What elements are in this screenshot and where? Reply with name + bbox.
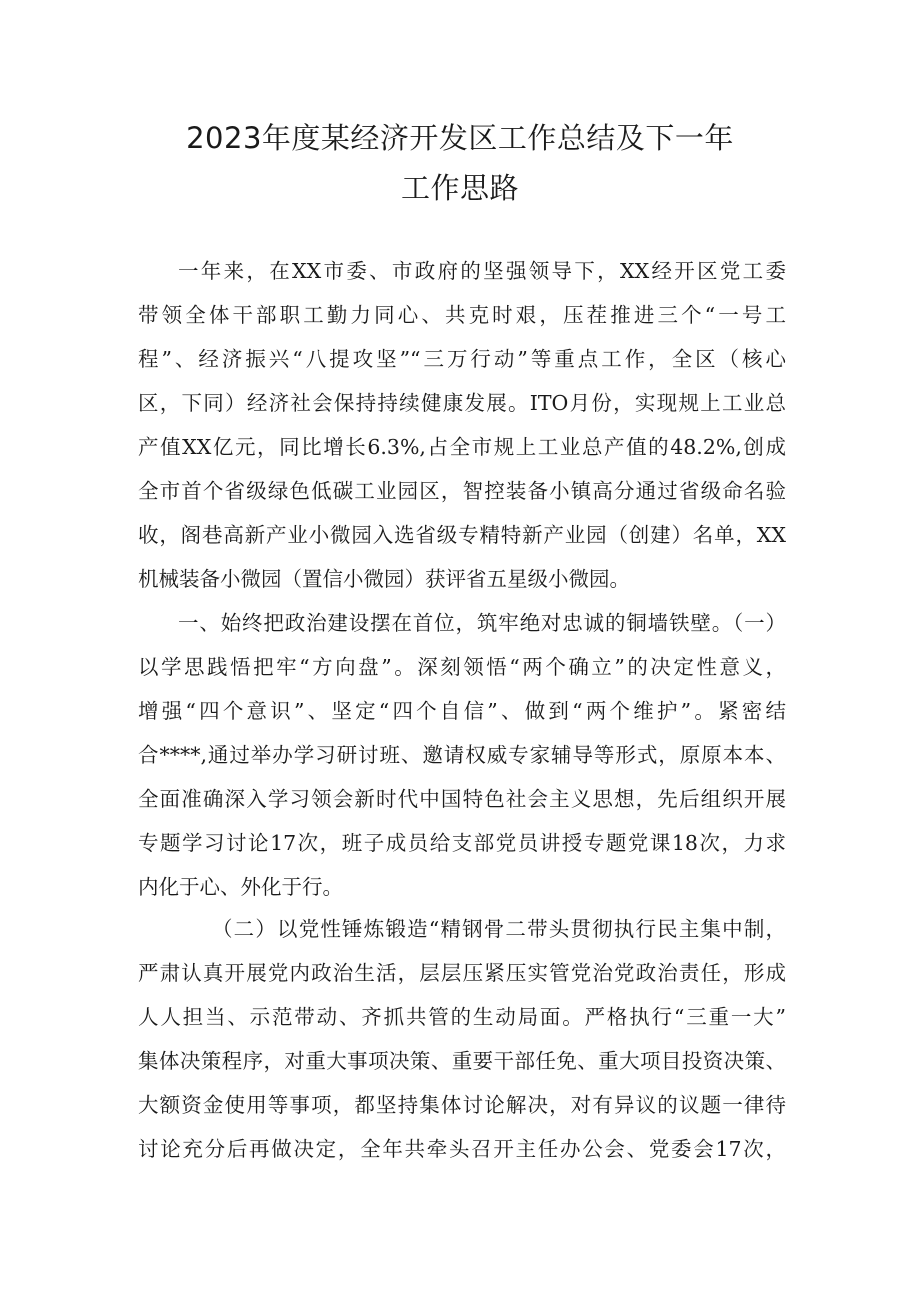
paragraph-line: 以学思践悟把牢“方向盘”。深刻领悟“两个确立”的决定性意义， — [138, 655, 786, 679]
document-title-line-1: 2023年度某经济开发区工作总结及下一年 — [186, 121, 734, 155]
paragraph-line: 全市首个省级绿色低碳工业园区，智控装备小镇高分通过省级命名验 — [138, 479, 786, 503]
paragraph-line: 内化于心、外化于行。 — [138, 875, 343, 899]
paragraph-line: 一年来，在XX市委、市政府的坚强领导下，XX经开区党工委 — [178, 259, 786, 283]
document-title-line-2: 工作思路 — [400, 171, 519, 205]
paragraph-line: 人人担当、示范带动、齐抓共管的生动局面。严格执行“三重一大” — [138, 1005, 786, 1029]
paragraph-line: 全面准确深入学习领会新时代中国特色社会主义思想，先后组织开展 — [138, 787, 786, 811]
paragraph-line: 严肃认真开展党内政治生活，层层压紧压实管党治党政治责任，形成 — [138, 961, 786, 985]
paragraph-line: 区，下同）经济社会保持持续健康发展。ITO月份，实现规上工业总 — [138, 391, 786, 415]
paragraph-line: 机械装备小微园（置信小微园）获评省五星级小微园。 — [138, 567, 630, 591]
paragraph-line: 专题学习讨论17次，班子成员给支部党员讲授专题党课18次，力求 — [138, 831, 786, 855]
paragraph-line: （二）以党性锤炼锻造“精钢骨二带头贯彻执行民主集中制， — [212, 917, 786, 941]
paragraph-line: 一、始终把政治建设摆在首位，筑牢绝对忠诚的铜墙铁壁。（一） — [178, 611, 786, 635]
paragraph-line: 带领全体干部职工勤力同心、共克时艰，压茬推进三个“一号工 — [138, 303, 786, 327]
paragraph-line: 讨论充分后再做决定，全年共牵头召开主任办公会、党委会17次， — [138, 1137, 786, 1161]
paragraph-line: 合****,通过举办学习研讨班、邀请权威专家辅导等形式，原原本本、 — [138, 743, 786, 767]
paragraph-line: 大额资金使用等事项，都坚持集体讨论解决，对有异议的议题一律待 — [138, 1093, 786, 1117]
paragraph-line: 增强“四个意识”、坚定“四个自信”、做到“两个维护”。紧密结 — [138, 699, 786, 723]
paragraph-line: 集体决策程序，对重大事项决策、重要干部任免、重大项目投资决策、 — [138, 1049, 786, 1073]
paragraph-line: 产值XX亿元，同比增长6.3%,占全市规上工业总产值的48.2%,创成 — [138, 435, 786, 459]
paragraph-line: 程”、经济振兴“八提攻坚”“三万行动”等重点工作，全区（核心 — [138, 347, 786, 371]
paragraph-line: 收，阁巷高新产业小微园入选省级专精特新产业园（创建）名单，XX — [138, 523, 786, 547]
